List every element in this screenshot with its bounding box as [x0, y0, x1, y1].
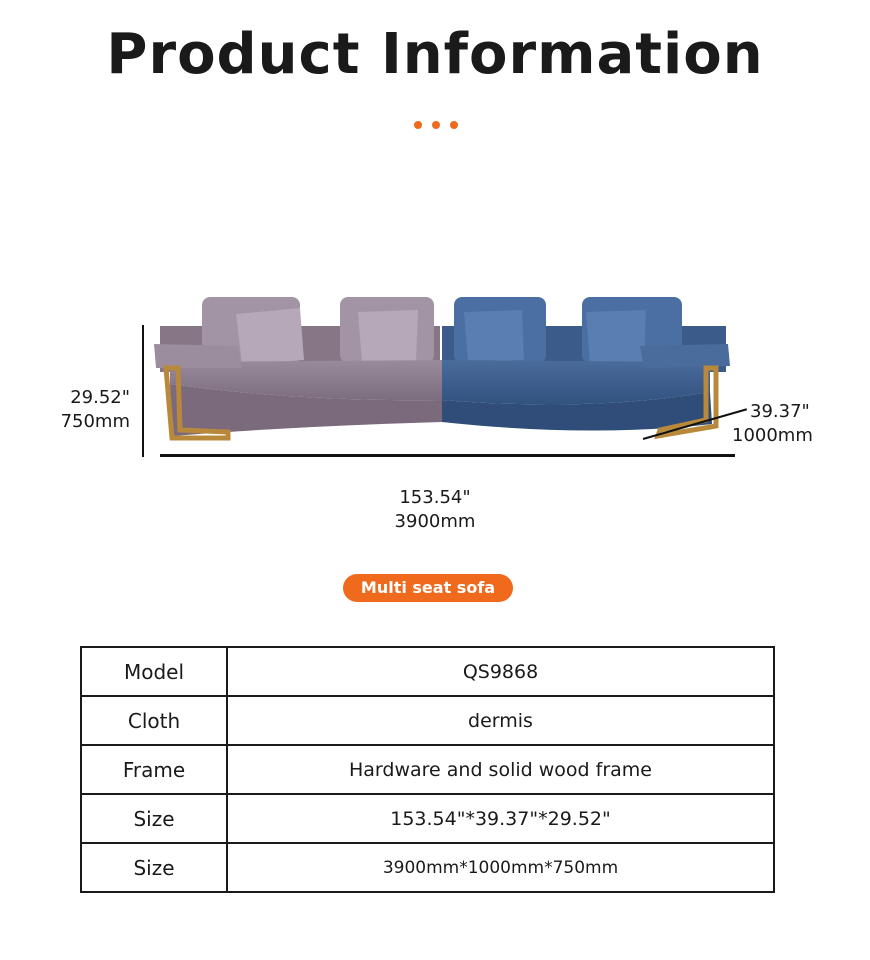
- spec-label: Size: [81, 843, 227, 892]
- height-label: [50, 386, 130, 434]
- spec-value: QS9868: [227, 647, 774, 696]
- spec-label: Frame: [81, 745, 227, 794]
- height-dimension-line: [142, 325, 144, 457]
- height-mm: 750mm: [60, 411, 130, 432]
- spec-value: 3900mm*1000mm*750mm: [227, 843, 774, 892]
- depth-mm: 1000mm: [732, 425, 813, 446]
- width-inches: 153.54": [399, 487, 471, 508]
- width-mm: 3900mm: [394, 511, 476, 532]
- spec-label: Cloth: [81, 696, 227, 745]
- spec-table: [80, 646, 775, 893]
- height-inches: 29.52": [70, 387, 130, 408]
- table-row: [81, 745, 774, 794]
- spec-label: Size: [81, 794, 227, 843]
- spec-value: Hardware and solid wood frame: [227, 745, 774, 794]
- width-dimension-line: [160, 454, 735, 457]
- depth-inches: 39.37": [750, 401, 810, 422]
- dot-icon: [414, 121, 422, 129]
- dot-icon: [432, 121, 440, 129]
- table-row: [81, 843, 774, 892]
- spec-label: Model: [81, 647, 227, 696]
- dot-icon: [450, 121, 458, 129]
- category-badge: Multi seat sofa: [343, 574, 513, 602]
- table-row: [81, 794, 774, 843]
- width-label: [335, 486, 535, 534]
- spec-value: 153.54"*39.37"*29.52": [227, 794, 774, 843]
- sofa-image: [150, 292, 740, 442]
- decorative-dots: [414, 121, 460, 129]
- table-row: [81, 696, 774, 745]
- table-row: [81, 647, 774, 696]
- spec-value: dermis: [227, 696, 774, 745]
- depth-label: [732, 400, 832, 448]
- page-title: Product Information: [106, 22, 764, 87]
